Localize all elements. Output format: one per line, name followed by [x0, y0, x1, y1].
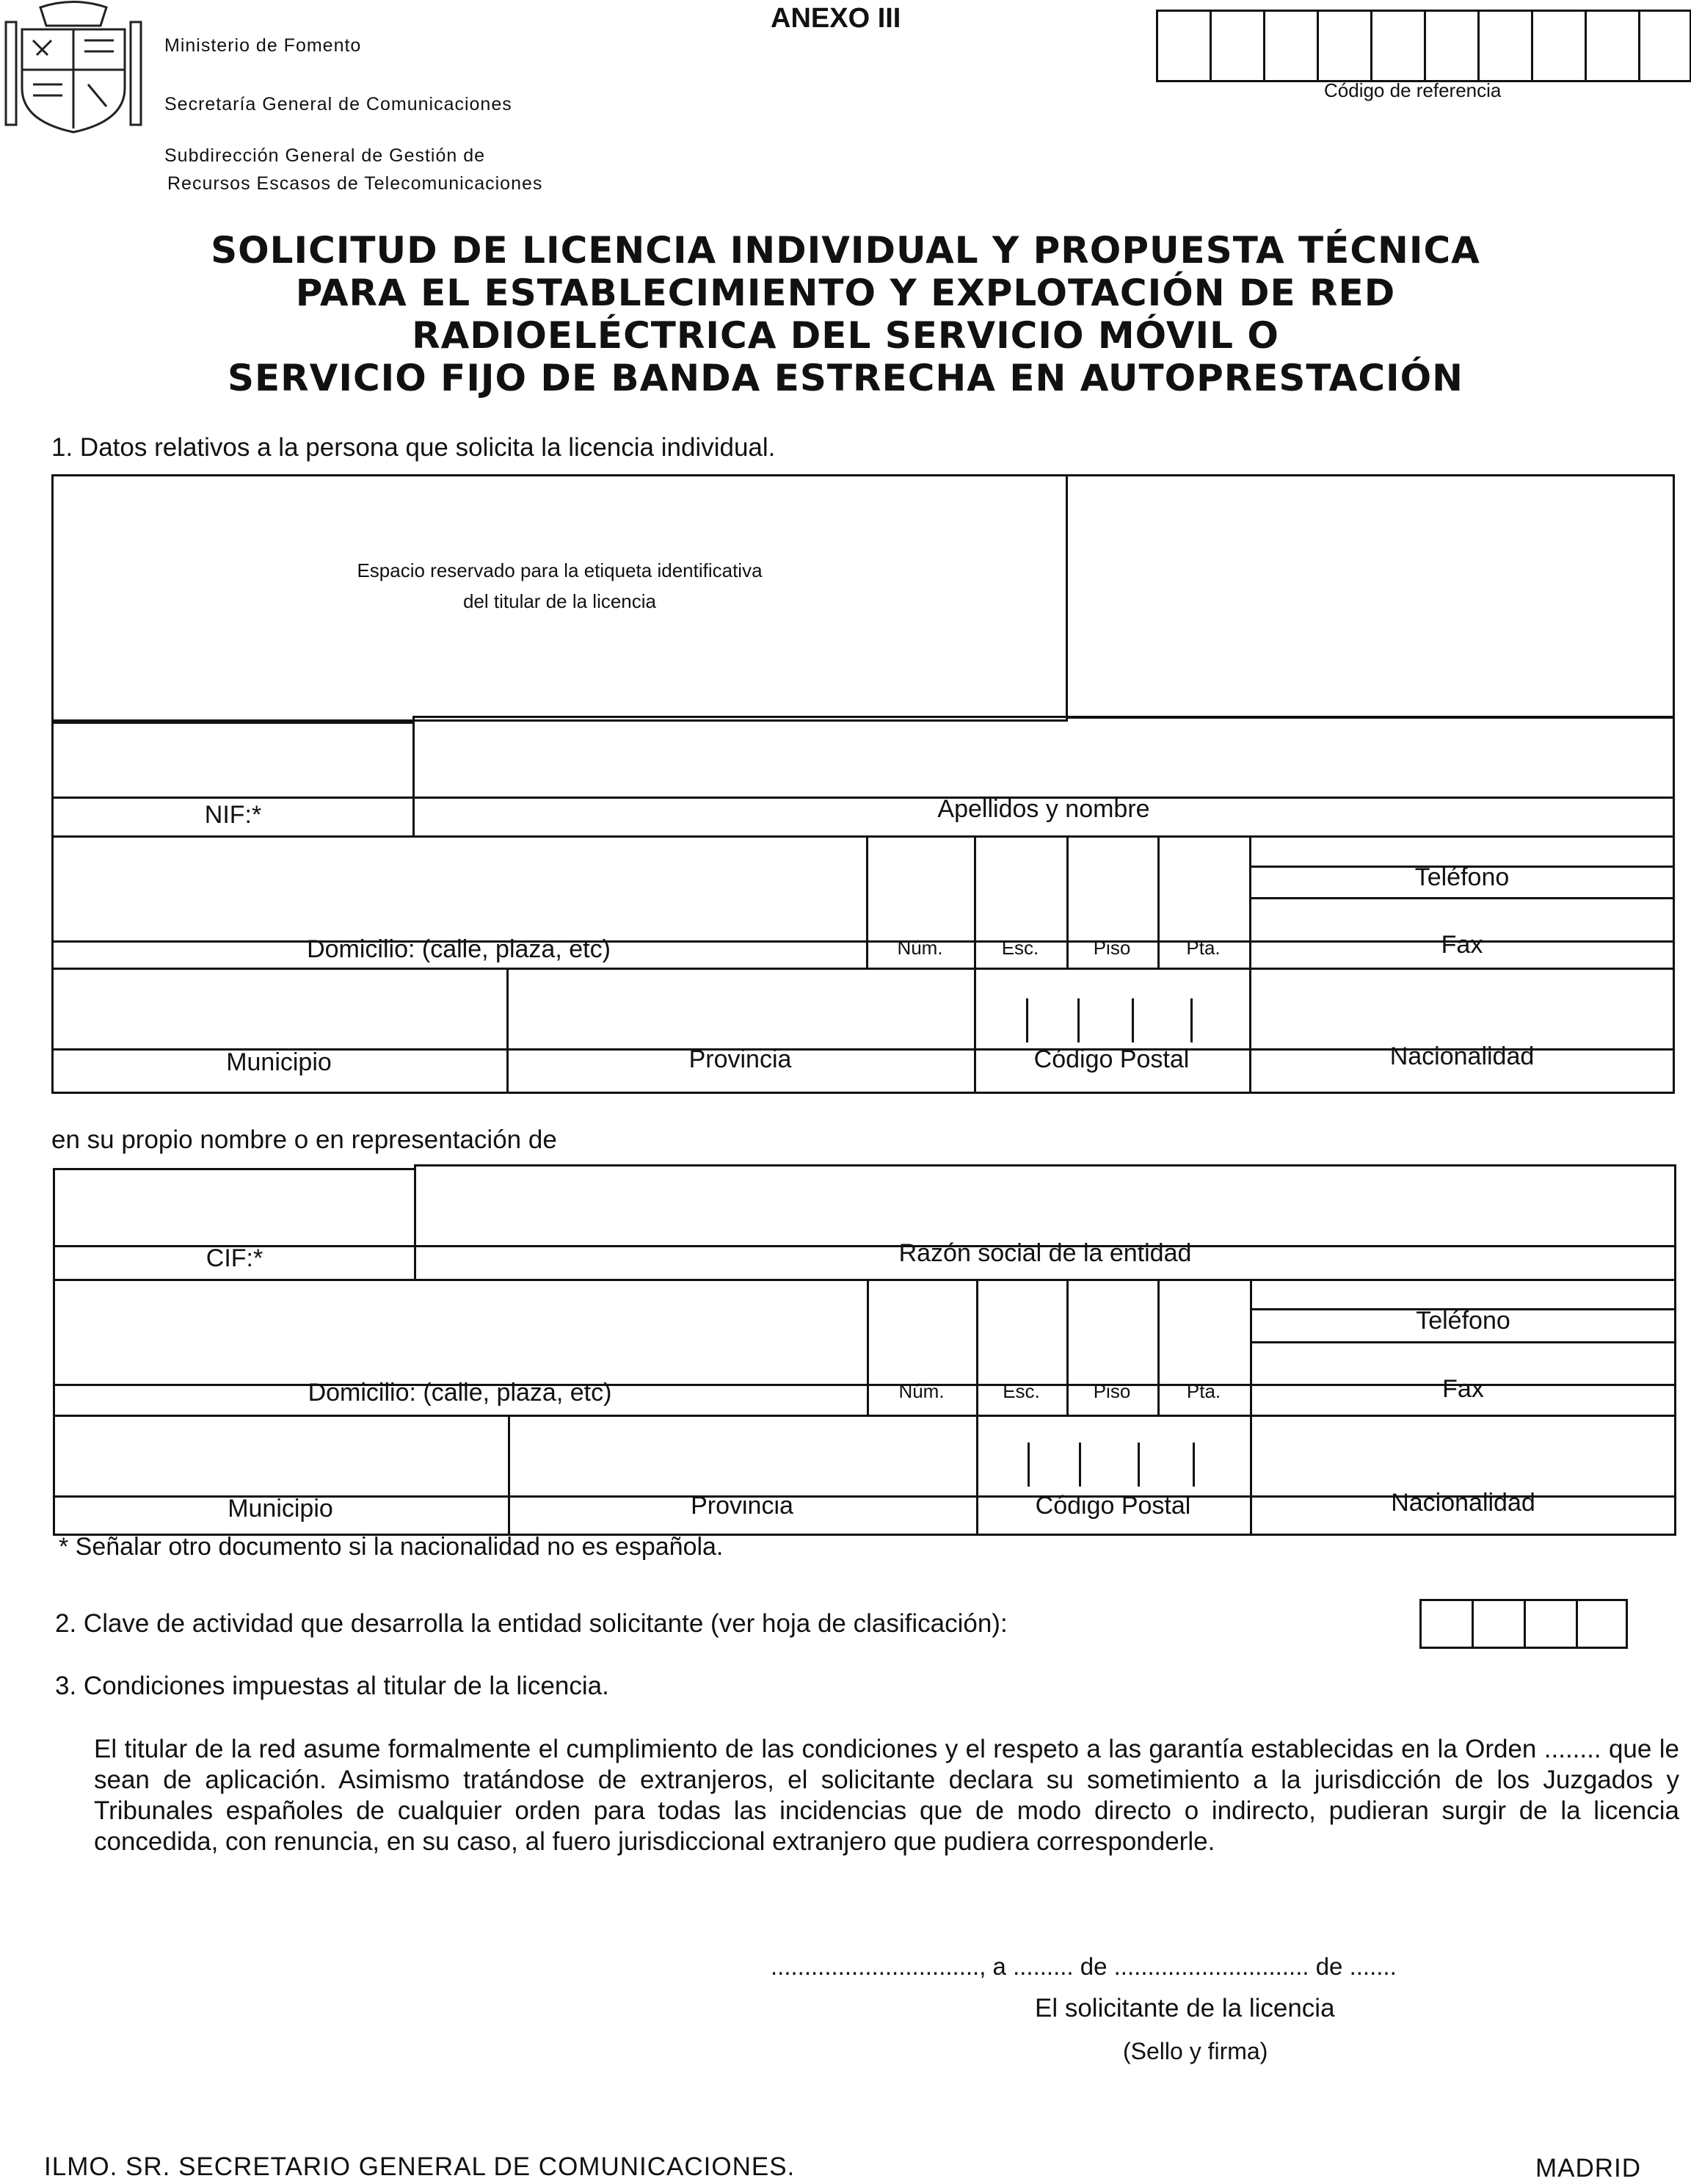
section2-heading: 2. Clave de actividad que desarrolla la entidad solicitante (ver hoja de clasificación):	[55, 1609, 1008, 1638]
reference-code-cell[interactable]	[1531, 10, 1533, 80]
stamp-label: (Sello y firma)	[1123, 2038, 1268, 2064]
rep-number-field[interactable]	[869, 1281, 975, 1382]
label-side-box	[1066, 474, 1675, 719]
nationality-field[interactable]	[1251, 970, 1675, 1047]
signer-label: El solicitante de la licencia	[1035, 1994, 1335, 2022]
rep-nationality-label: Nacionalidad	[1391, 1489, 1535, 1517]
coat-of-arms-icon	[0, 0, 147, 136]
rep-staircase-field[interactable]	[978, 1281, 1065, 1382]
province-label: Provincia	[688, 1045, 792, 1073]
staircase-field[interactable]	[976, 838, 1065, 939]
municipality-field[interactable]	[54, 970, 505, 1047]
rep-province-label: Provincia	[691, 1492, 793, 1520]
section3-heading: 3. Condiciones impuestas al titular de la licencia.	[55, 1672, 609, 1700]
secretariat-name: Secretaría General de Comunicaciones	[164, 94, 512, 115]
rep-floor-label: Piso	[1093, 1380, 1131, 1402]
city: MADRID	[1535, 2154, 1642, 2183]
rep-nationality-field[interactable]	[1252, 1417, 1676, 1494]
staircase-label: Esc.	[1001, 937, 1039, 959]
reference-code-cell[interactable]	[1585, 10, 1587, 80]
cif-label: CIF:*	[206, 1244, 263, 1272]
reference-code-cell[interactable]	[1477, 10, 1480, 80]
ministry-name: Ministerio de Fomento	[164, 35, 362, 56]
representation-intro: en su propio nombre o en representación de	[51, 1125, 557, 1154]
door-label: Pta.	[1186, 937, 1221, 959]
postal-code-label: Código Postal	[1033, 1045, 1190, 1073]
form-title-line4: SERVICIO FIJO DE BANDA ESTRECHA EN AUTOPRESTACIÓN	[227, 357, 1463, 399]
date-place-line: ..............................., a ......... de ............................. de .......	[771, 1953, 1397, 1980]
reference-code-cell[interactable]	[1263, 10, 1265, 80]
nationality-footnote: * Señalar otro documento si la nacionalidad no es española.	[59, 1533, 724, 1561]
rep-door-field[interactable]	[1160, 1281, 1248, 1382]
rep-floor-field[interactable]	[1069, 1281, 1156, 1382]
rep-municipality-label: Municipio	[228, 1495, 333, 1523]
reference-code-cell[interactable]	[1317, 10, 1319, 80]
reference-code-cell[interactable]	[1424, 10, 1426, 80]
nif-label: NIF:*	[204, 801, 262, 829]
floor-field[interactable]	[1069, 838, 1156, 939]
floor-label: Piso	[1093, 937, 1131, 959]
reference-code-cell[interactable]	[1370, 10, 1372, 80]
applicant-name-label: Apellidos y nombre	[937, 795, 1150, 823]
rep-door-label: Pta.	[1186, 1380, 1221, 1402]
municipality-label: Municipio	[226, 1048, 332, 1076]
section1-heading: 1. Datos relativos a la persona que solicita la licencia individual.	[51, 433, 776, 462]
rep-fax-label: Fax	[1442, 1375, 1484, 1403]
signature-area[interactable]	[1013, 1945, 1615, 2078]
company-name-label: Razón social de la entidad	[898, 1239, 1192, 1267]
addressee: ILMO. SR. SECRETARIO GENERAL DE COMUNICACIONES.	[44, 2152, 796, 2181]
label-reserved-text1: Espacio reservado para la etiqueta identificativa	[357, 559, 763, 581]
rep-province-field[interactable]	[510, 1417, 975, 1494]
rep-phone-field[interactable]	[1252, 1281, 1676, 1307]
address-field[interactable]	[54, 838, 865, 939]
form-title-line2: PARA EL ESTABLECIMIENTO Y EXPLOTACIÓN DE RED	[295, 272, 1396, 314]
postal-code-field[interactable]	[976, 970, 1248, 1047]
form-title-line1: SOLICITUD DE LICENCIA INDIVIDUAL Y PROPUESTA TÉCNICA	[211, 229, 1480, 272]
nationality-label: Nacionalidad	[1389, 1042, 1535, 1070]
rep-phone-label: Teléfono	[1416, 1307, 1510, 1335]
number-label: Núm.	[897, 937, 943, 959]
reference-code-cell[interactable]	[1210, 10, 1212, 80]
form-title-line3: RADIOELÉCTRICA DEL SERVICIO MÓVIL O	[412, 314, 1279, 357]
label-reserved-text2: del titular de la licencia	[462, 590, 657, 612]
rep-number-label: Núm.	[898, 1380, 945, 1402]
rep-staircase-label: Esc.	[1003, 1380, 1040, 1402]
number-field[interactable]	[868, 838, 972, 939]
subdirection-line1: Subdirección General de Gestión de	[164, 145, 486, 166]
conditions-paragraph: El titular de la red asume formalmente el cumplimiento de las condiciones y el respeto a las garantía establecidas en la Orden ........ que le sean de aplicación. Asimismo tratándose de extranjeros, el solicitante declara su sometimiento a la jurisdicción de los Juzgados y Tribunales españoles de cualquier orden para todas las incidencias que de modo directo o indirecto, pudieran surgir de la licencia concedida, con renuncia, en su caso, al fuero jurisdiccional extranjero que pudiera corresponderle.	[94, 1735, 1679, 1856]
rep-municipality-field[interactable]	[55, 1417, 506, 1494]
address-label: Domicilio: (calle, plaza, etc)	[307, 935, 611, 963]
province-field[interactable]	[509, 970, 972, 1047]
reference-code-label: Código de referencia	[1324, 79, 1502, 101]
subdirection-line2: Recursos Escasos de Telecomunicaciones	[167, 173, 543, 194]
fax-label: Fax	[1441, 931, 1483, 959]
phone-field[interactable]	[1251, 838, 1675, 864]
annex-label: ANEXO III	[771, 3, 901, 34]
rep-postal-code-field[interactable]	[978, 1417, 1248, 1494]
reference-code-cell[interactable]	[1638, 10, 1640, 80]
phone-label: Teléfono	[1414, 863, 1510, 891]
door-field[interactable]	[1160, 838, 1248, 939]
rep-postal-code-label: Código Postal	[1035, 1492, 1191, 1520]
rep-address-label: Domicilio: (calle, plaza, etc)	[308, 1379, 612, 1407]
rep-address-field[interactable]	[55, 1281, 865, 1382]
